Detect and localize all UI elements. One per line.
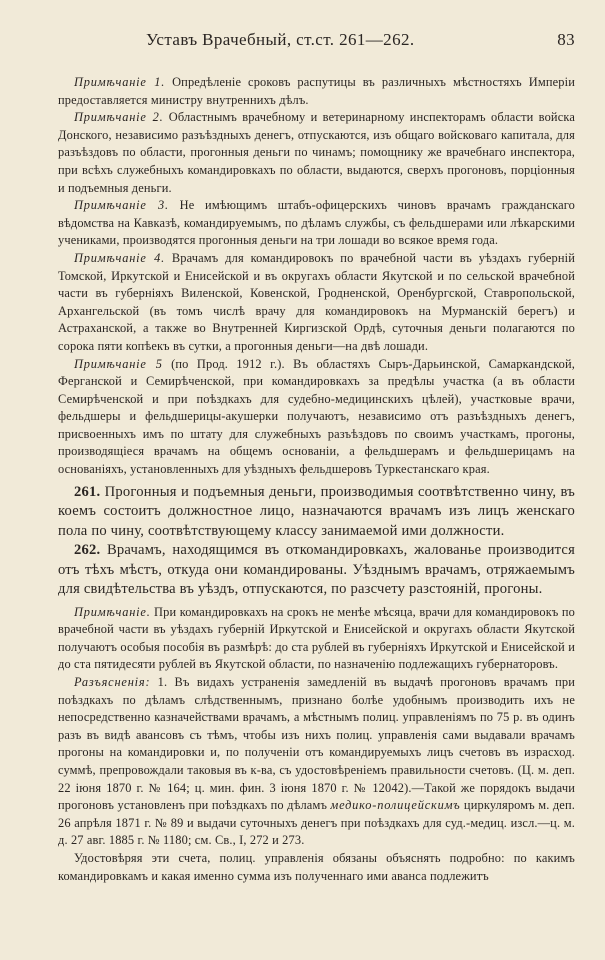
note-4 <box>58 250 575 356</box>
note-5 <box>58 356 575 479</box>
note-262-lead: Примѣчаніе. <box>74 604 151 619</box>
clarification <box>58 674 575 850</box>
page-number: 83 <box>557 30 575 49</box>
running-header <box>58 30 575 50</box>
note-5-lead: Примѣчаніе 5 <box>74 356 163 371</box>
note-2-text: Областнымъ врачебному и ветеринарному инспекторамъ области войска Донского, независимо разъѣздныхъ денегъ, отпускаются, изъ общаго войсковаго капитала, для разъѣздовъ по области, прогонныя деньги по чинамъ; помощнику же врачебнаго инспектора, при всѣхъ служебныхъ командировкахъ по области, выдаются, сверхъ прогоновъ, порціонныя и подъемныя деньги. <box>58 110 575 195</box>
clarification-text-2: циркуляромъ м. деп. 26 апрѣля 1871 г. № 89 и выдачи суточныхъ денегъ при поѣздкахъ для суд.-медиц. изсл.—ц. м. д. 27 авг. 1885 г. № 1180; см. Св., I, 272 и 273. <box>58 798 575 848</box>
note-3-text: Не имѣющимъ штабъ-офицерскихъ чиновъ врачамъ гражданскаго вѣдомства на Кавказѣ, командируемымъ, по дѣламъ службы, съ фельдшерами или лѣкарскими учениками, производятся прогонныя деньги на три лошади во всякое время года. <box>58 198 575 248</box>
clarification-lead: Разъясненія: <box>74 675 151 690</box>
article-262-number: 262. <box>74 542 101 559</box>
note-1-text: Опредѣленіе сроковъ распутицы въ различныхъ мѣстностяхъ Имперіи предоставляется министру внутреннихъ дѣлъ. <box>58 75 576 107</box>
note-3-lead: Примѣчаніе 3. <box>74 198 169 213</box>
article-262-text: Врачамъ, находящимся въ откомандировкахъ, жалованье производится отъ тѣхъ мѣстъ, откуда они командированы. Уѣзднымъ врачамъ, отряжаемымъ для свидѣтельства въ уѣздъ, отпускаются, по разсчету разстояній, прогоны. <box>58 542 575 598</box>
note-3 <box>58 197 575 250</box>
article-261-number: 261. <box>74 483 101 500</box>
running-title: Уставъ Врачебный, ст.ст. 261—262. <box>146 30 415 49</box>
clarification-text: 1. Въ видахъ устраненія замедленій въ выдачѣ прогоновъ врачамъ при поѣздкахъ по дѣламъ слѣдственнымъ, признано болѣе удобнымъ производить ихъ не непосредственно казначействами врачамъ, а мѣстнымъ полиц. управленіямъ по 75 р. въ одинъ разъ въ видѣ авансовъ съ тѣмъ, чтобы изъ нихъ полиц. управленія сами выдавали врачамъ прогоны на командировки и, по полученіи отъ командируемыхъ лицъ счетовъ въ израсход. суммѣ, препровождали таковыя въ к-ва, съ удостовѣреніемъ правильности счетовъ. (Ц. м. деп. 22 іюня 1870 г. № 164; ц. мин. фин. 3 іюня 1870 г. № 12042).—Такой же порядокъ выдачи прогоновъ установленъ при поѣздкахъ по дѣламъ <box>58 675 575 813</box>
final-paragraph: Удостовѣряя эти счета, полиц. управленія обязаны объяснять подробно: по какимъ командировкамъ и какая именно сумма изъ полученнаго ими аванса подлежитъ <box>58 850 575 883</box>
note-1 <box>58 74 575 109</box>
note-4-text: Врачамъ для командировокъ по врачебной части въ уѣздахъ губерній Томской, Иркутской и Енисейской и въ округахъ области Якутской и по сельской врачебной части въ губерніяхъ Виленской, Ковенской, Гродненской, Оренбургской, Ставропольской, Архангельской (въ томъ числѣ врачу для командировокъ на Мурманскій берегъ) и Астраханской, а также во Внутренней Киргизской Ордѣ, суточныя деньги полагаются по сорока пяти копѣекъ въ сутки, а прогонныя деньги—на двѣ лошади. <box>58 250 576 353</box>
note-4-lead: Примѣчаніе 4. <box>74 250 166 265</box>
article-262 <box>58 541 575 600</box>
note-5-text: (по Прод. 1912 г.). Въ областяхъ Сыръ-Дарьинской, Самаркандской, Ферганской и Семирѣченской, при командировкахъ за предѣлы участка (а въ области Семирѣченской и при поѣздкахъ для судебно-медицинскихъ цѣлей), участковые врачи, фельдшеры и фельдшерицы-акушерки получаютъ, независимо отъ разъѣздныхъ денегъ, присвоенныхъ имъ по штату для служебныхъ разъѣздовъ по своимъ участкамъ, прогоны, производящіеся врачамъ на общемъ основаніи, а фельдшерамъ и фельдшерицамъ на основаніяхъ, установленныхъ для уѣздныхъ фельдшеровъ Туркестанскаго края. <box>58 356 575 477</box>
note-2 <box>58 109 575 197</box>
note-262-text: При командировкахъ на срокъ не менѣе мѣсяца, врачи для командировокъ по врачебной части въ уѣздахъ губерній Иркутской и Енисейской и округахъ области Якутской получаютъ особыя пособія въ размѣрѣ: до ста рублей въ губерніяхъ Иркутской и Енисейской и до ста пятидесяти рублей въ Якутской области, по назначенію подлежащихъ губернаторовъ. <box>58 604 575 672</box>
article-261-text: Прогонныя и подъемныя деньги, производимыя соотвѣтственно чину, въ коемъ состоитъ должностное лицо, назначаются врачамъ изъ лицъ женскаго пола по чину, соотвѣтствующему классу занимаемой ими должности. <box>58 483 575 539</box>
note-262 <box>58 604 575 674</box>
clarification-italic: медико-полицейскимъ <box>330 798 461 813</box>
article-261 <box>58 483 575 542</box>
note-1-lead: Примѣчаніе 1. <box>74 75 166 89</box>
note-2-lead: Примѣчаніе 2. <box>74 110 164 125</box>
